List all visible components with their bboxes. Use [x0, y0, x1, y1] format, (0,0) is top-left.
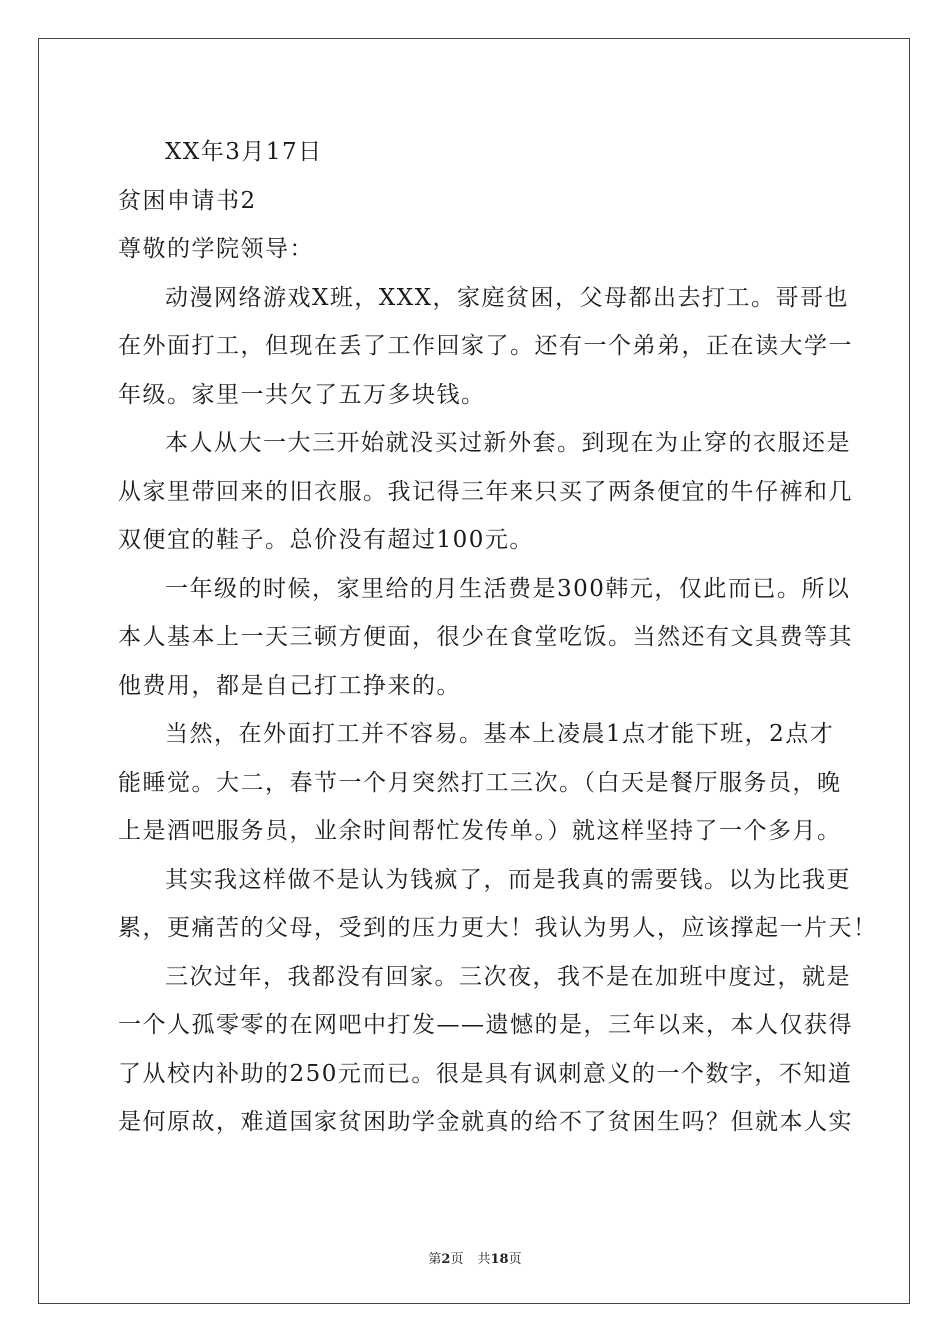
body-line: 三次过年，我都没有回家。三次夜，我不是在加班中度过，就是 — [165, 963, 851, 990]
body-line: 从家里带回来的旧衣服。我记得三年来只买了两条便宜的牛仔裤和几 — [118, 478, 853, 505]
body-line: 年级。家里一共欠了五万多块钱。 — [118, 381, 486, 408]
page-prefix: 第 — [428, 1252, 442, 1267]
body-line: 一年级的时候，家里给的月生活费是300韩元，仅此而已。所以 — [165, 575, 851, 602]
page-footer — [0, 1248, 950, 1267]
body-line: 其实我这样做不是认为钱疯了，而是我真的需要钱。以为比我更 — [165, 866, 851, 893]
body-line: 他费用，都是自己打工挣来的。 — [118, 672, 461, 699]
body-paragraphs — [118, 274, 878, 1147]
total-prefix: 共 — [477, 1252, 491, 1267]
body-line: 双便宜的鞋子。总价没有超过100元。 — [118, 527, 534, 553]
body-line: 累，更痛苦的父母，受到的压力更大！我认为男人，应该撑起一片天！ — [118, 915, 878, 941]
body-line: 本人基本上一天三顿方便面，很少在食堂吃饭。当然还有文具费等其 — [118, 624, 853, 650]
body-line: 动漫网络游戏X班，XXX，家庭贫困，父母都出去打工。哥哥也 — [165, 284, 849, 311]
body-line: 在外面打工，但现在丢了工作回家了。还有一个弟弟，正在读大学一 — [118, 333, 853, 359]
body-line: 了从校内补助的250元而已。很是具有讽刺意义的一个数字，不知道 — [118, 1060, 853, 1087]
body-line: 上是酒吧服务员，业余时间帮忙发传单。）就这样坚持了一个多月。 — [118, 818, 842, 844]
date-line: XX年3月17日 — [165, 139, 323, 165]
page-number: 2 — [441, 1252, 451, 1267]
body-line: 本人从大一大三开始就没买过新外套。到现在为止穿的衣服还是 — [165, 430, 851, 456]
document-title: 贫困申请书2 — [118, 187, 257, 214]
body-line: 当然，在外面打工并不容易。基本上凌晨1点才能下班，2点才 — [165, 721, 835, 747]
body-line: 能睡觉。大二，春节一个月突然打工三次。（白天是餐厅服务员，晚 — [118, 769, 842, 796]
document-body — [118, 128, 878, 1147]
body-line: 一个人孤零零的在网吧中打发——遗憾的是，三年以来，本人仅获得 — [118, 1012, 853, 1038]
page-suffix: 页 — [450, 1252, 464, 1267]
total-pages: 18 — [490, 1252, 509, 1267]
total-suffix: 页 — [508, 1252, 522, 1267]
salutation: 尊敬的学院领导： — [118, 236, 314, 262]
body-line: 是何原故，难道国家贫困助学金就真的给不了贫困生吗？但就本人实 — [118, 1109, 853, 1135]
